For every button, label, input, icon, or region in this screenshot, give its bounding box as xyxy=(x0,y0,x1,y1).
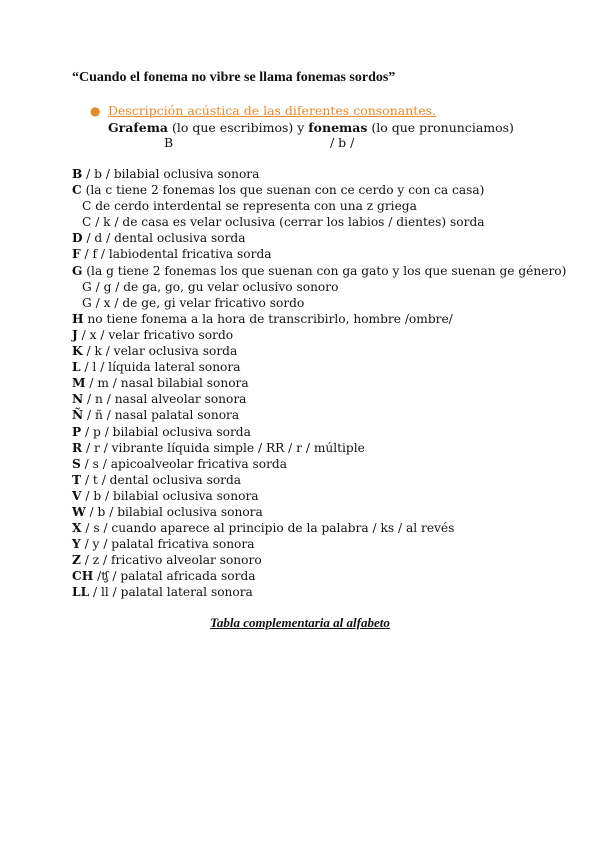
consonant-description: / x / velar fricativo sordo xyxy=(77,327,234,342)
consonant-description: / s / apicoalveolar fricativa sorda xyxy=(80,456,288,471)
page-title: “Cuando el fonema no vibre se llama fonemas sordos” xyxy=(72,70,396,85)
consonant-row xyxy=(72,440,592,456)
consonant-letter: T xyxy=(72,472,82,487)
table-caption: Tabla complementaria al alfabeto xyxy=(210,615,390,630)
consonant-letter: Y xyxy=(72,537,81,552)
section-heading-link[interactable]: Descripción acústica de las diferentes consonantes. xyxy=(108,103,437,118)
consonant-row xyxy=(72,166,592,182)
consonant-description: / t / dental oclusiva sorda xyxy=(81,472,242,487)
consonant-row xyxy=(72,552,592,568)
consonant-letter: L xyxy=(72,360,81,375)
consonant-description: / b / bilabial oclusiva sonora xyxy=(82,167,260,181)
consonant-row xyxy=(72,214,592,230)
fonema-label: fonemas xyxy=(308,120,368,135)
consonant-letter: D xyxy=(72,231,83,246)
consonant-row xyxy=(72,230,592,246)
consonant-letter: S xyxy=(72,456,81,471)
consonant-row xyxy=(72,520,592,536)
bullet-icon: ● xyxy=(90,104,101,118)
consonant-description: no tiene fonema a la hora de transcribirlo, hombre /ombre/ xyxy=(83,311,453,326)
consonant-row xyxy=(72,407,592,423)
consonant-row xyxy=(72,359,592,375)
consonant-row xyxy=(72,536,592,552)
consonant-description: / s / cuando aparece al principio de la palabra / ks / al revés xyxy=(81,521,455,536)
consonant-description: / p / bilabial oclusiva sorda xyxy=(81,424,251,439)
consonant-description: / l / líquida lateral sonora xyxy=(80,360,241,375)
consonant-description: / ll / palatal lateral sonora xyxy=(89,585,253,600)
consonant-row xyxy=(72,391,592,407)
consonant-row xyxy=(72,279,592,295)
consonant-description: / f / labiodental fricativa sorda xyxy=(80,247,272,262)
consonant-row xyxy=(72,424,592,440)
consonant-letter: G xyxy=(72,263,83,278)
consonant-letter: Ñ xyxy=(72,408,84,423)
consonant-letter: N xyxy=(72,392,84,407)
consonant-letter: C xyxy=(72,183,82,198)
consonant-description: / r / vibrante líquida simple / RR / r / múltiple xyxy=(82,440,365,455)
consonant-letter: M xyxy=(72,376,86,391)
consonant-description: / k / velar oclusiva sorda xyxy=(82,344,238,359)
consonant-row xyxy=(72,246,592,262)
consonant-row xyxy=(72,198,592,214)
consonant-row xyxy=(72,504,592,520)
consonant-letter: J xyxy=(72,327,78,342)
grafema-note: (lo que escribimos) y xyxy=(168,120,309,135)
consonant-row xyxy=(72,472,592,488)
consonant-letter: V xyxy=(72,488,82,503)
consonant-row xyxy=(72,182,592,198)
consonant-description: (la c tiene 2 fonemas los que suenan con ce cerdo y con ca casa) xyxy=(81,183,485,198)
example-grafema: B xyxy=(164,135,174,150)
consonant-letter: LL xyxy=(72,585,90,600)
consonant-description: C / k / de casa es velar oclusiva (cerrar los labios / dientes) sorda xyxy=(82,215,485,230)
consonant-letter: P xyxy=(72,424,82,439)
consonant-description: G / x / de ge, gi velar fricativo sordo xyxy=(82,295,305,310)
consonant-letter: Z xyxy=(72,553,81,568)
consonant-letter: R xyxy=(72,440,83,455)
grafema-label: Grafema xyxy=(108,120,169,135)
consonant-row xyxy=(72,568,592,584)
consonant-description: (la g tiene 2 fonemas los que suenan con ga gato y los que suenan ge género) xyxy=(82,263,567,278)
consonant-row xyxy=(72,327,592,343)
consonant-description: / m / nasal bilabial sonora xyxy=(85,376,249,391)
consonant-description: G / g / de ga, go, gu velar oclusivo sonoro xyxy=(82,279,339,294)
consonant-row xyxy=(72,343,592,359)
consonant-description: / b / bilabial oclusiva sonora xyxy=(85,504,263,519)
consonant-description: / y / palatal fricativa sonora xyxy=(80,537,255,552)
example-fonema: / b / xyxy=(330,135,355,150)
consonant-description: / d / dental oclusiva sorda xyxy=(82,231,246,246)
consonant-letter: H xyxy=(72,311,84,326)
consonant-row xyxy=(72,456,592,472)
consonant-row xyxy=(72,295,592,311)
grafema-fonema-definition xyxy=(108,120,514,135)
consonant-description: / n / nasal alveolar sonora xyxy=(83,392,247,407)
consonant-description: / b / bilabial oclusiva sonora xyxy=(81,488,259,503)
consonant-row xyxy=(72,488,592,504)
consonant-letter: B xyxy=(72,167,83,181)
consonant-letter: X xyxy=(72,521,82,536)
consonant-letter: CH xyxy=(72,569,94,584)
consonant-description: / ñ / nasal palatal sonora xyxy=(83,408,240,423)
fonema-note: (lo que pronunciamos) xyxy=(367,120,514,135)
consonant-description: /ʧ / palatal africada sorda xyxy=(93,569,256,584)
consonant-row xyxy=(72,375,592,391)
consonant-row xyxy=(72,584,592,600)
consonant-row xyxy=(72,263,592,279)
consonant-row xyxy=(72,311,592,327)
consonant-letter: W xyxy=(72,504,86,519)
consonant-list xyxy=(72,166,592,601)
consonant-description: C de cerdo interdental se representa con una z griega xyxy=(82,199,417,214)
consonant-description: / z / fricativo alveolar sonoro xyxy=(80,553,262,568)
consonant-letter: K xyxy=(72,344,83,359)
consonant-letter: F xyxy=(72,247,81,262)
